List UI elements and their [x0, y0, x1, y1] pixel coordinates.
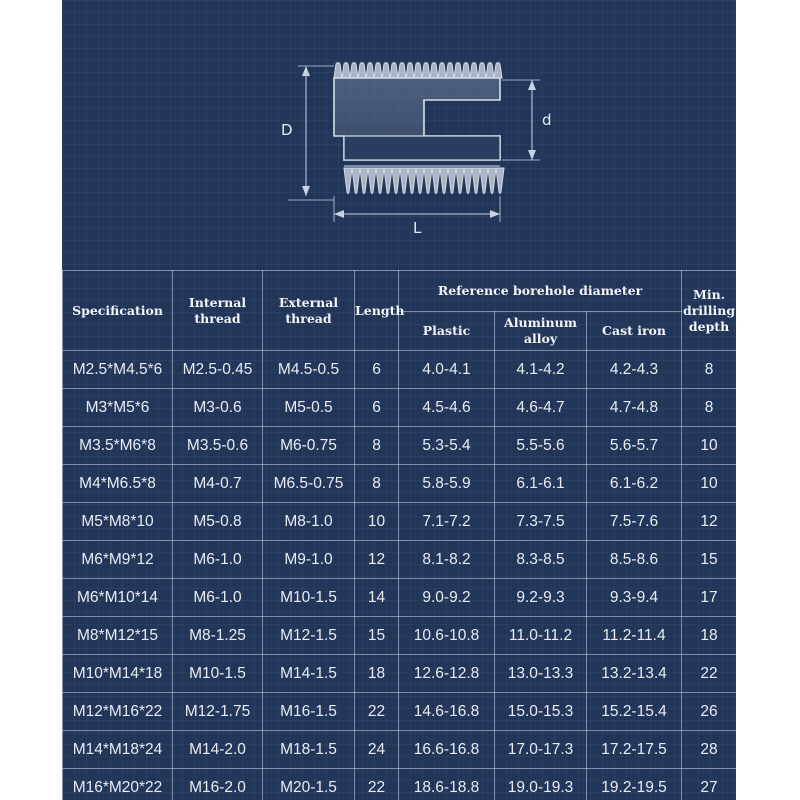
cell-external-thread: M16-1.5	[263, 693, 355, 731]
cell-internal-thread: M5-0.8	[173, 503, 263, 541]
table-row	[63, 389, 737, 427]
cell-aluminum-alloy: 7.3-7.5	[495, 503, 587, 541]
cell-aluminum-alloy: 19.0-19.3	[495, 769, 587, 800]
cell-aluminum-alloy: 6.1-6.1	[495, 465, 587, 503]
header-length: Length	[355, 271, 399, 351]
spec-sheet	[62, 0, 736, 800]
outer-thread-top	[334, 63, 502, 79]
cell-cast-iron: 7.5-7.6	[587, 503, 682, 541]
cell-min-drilling-depth: 17	[682, 579, 736, 617]
cell-aluminum-alloy: 4.6-4.7	[495, 389, 587, 427]
cell-length: 12	[355, 541, 399, 579]
cell-specification: M10*M14*18	[63, 655, 173, 693]
table-row	[63, 541, 737, 579]
cell-external-thread: M12-1.5	[263, 617, 355, 655]
cell-length: 6	[355, 351, 399, 389]
cell-min-drilling-depth: 12	[682, 503, 736, 541]
cell-aluminum-alloy: 4.1-4.2	[495, 351, 587, 389]
cell-length: 10	[355, 503, 399, 541]
cell-internal-thread: M16-2.0	[173, 769, 263, 800]
cell-specification: M6*M9*12	[63, 541, 173, 579]
cell-length: 15	[355, 617, 399, 655]
cell-cast-iron: 13.2-13.4	[587, 655, 682, 693]
header-aluminum-alloy: Aluminum alloy	[495, 312, 587, 351]
cell-internal-thread: M10-1.5	[173, 655, 263, 693]
table-row	[63, 769, 737, 800]
cell-length: 24	[355, 731, 399, 769]
cell-min-drilling-depth: 26	[682, 693, 736, 731]
cell-length: 22	[355, 769, 399, 800]
dimension-label-d: d	[542, 111, 552, 129]
cell-internal-thread: M2.5-0.45	[173, 351, 263, 389]
cell-cast-iron: 8.5-8.6	[587, 541, 682, 579]
table-row	[63, 617, 737, 655]
cell-length: 8	[355, 465, 399, 503]
cell-plastic: 4.0-4.1	[399, 351, 495, 389]
cell-specification: M16*M20*22	[63, 769, 173, 800]
header-min-drilling-depth: Min. drilling depth	[682, 271, 736, 351]
cell-internal-thread: M14-2.0	[173, 731, 263, 769]
cell-internal-thread: M3.5-0.6	[173, 427, 263, 465]
cell-specification: M2.5*M4.5*6	[63, 351, 173, 389]
cell-external-thread: M9-1.0	[263, 541, 355, 579]
cell-external-thread: M6-0.75	[263, 427, 355, 465]
threaded-insert-diagram	[62, 0, 736, 270]
inner-thread-bottom	[344, 166, 504, 194]
cell-length: 8	[355, 427, 399, 465]
inner-bore	[344, 136, 500, 160]
cell-specification: M3.5*M6*8	[63, 427, 173, 465]
dimension-label-D: D	[281, 121, 293, 139]
header-cast-iron: Cast iron	[587, 312, 682, 351]
cell-cast-iron: 4.7-4.8	[587, 389, 682, 427]
cell-plastic: 9.0-9.2	[399, 579, 495, 617]
cell-cast-iron: 17.2-17.5	[587, 731, 682, 769]
cell-plastic: 18.6-18.8	[399, 769, 495, 800]
cell-cast-iron: 9.3-9.4	[587, 579, 682, 617]
cell-specification: M12*M16*22	[63, 693, 173, 731]
table-row	[63, 427, 737, 465]
cell-external-thread: M18-1.5	[263, 731, 355, 769]
table-row	[63, 579, 737, 617]
cell-cast-iron: 11.2-11.4	[587, 617, 682, 655]
header-external-thread: External thread	[263, 271, 355, 351]
cell-length: 14	[355, 579, 399, 617]
cell-internal-thread: M3-0.6	[173, 389, 263, 427]
cell-cast-iron: 19.2-19.5	[587, 769, 682, 800]
cell-internal-thread: M12-1.75	[173, 693, 263, 731]
cell-aluminum-alloy: 9.2-9.3	[495, 579, 587, 617]
cell-external-thread: M20-1.5	[263, 769, 355, 800]
cell-cast-iron: 5.6-5.7	[587, 427, 682, 465]
cell-plastic: 12.6-12.8	[399, 655, 495, 693]
cell-plastic: 16.6-16.8	[399, 731, 495, 769]
cell-specification: M3*M5*6	[63, 389, 173, 427]
table-row	[63, 351, 737, 389]
header-specification: Specification	[63, 271, 173, 351]
cell-specification: M8*M12*15	[63, 617, 173, 655]
cell-specification: M5*M8*10	[63, 503, 173, 541]
header-plastic: Plastic	[399, 312, 495, 351]
cell-internal-thread: M6-1.0	[173, 579, 263, 617]
cell-min-drilling-depth: 27	[682, 769, 736, 800]
cell-cast-iron: 6.1-6.2	[587, 465, 682, 503]
cell-aluminum-alloy: 8.3-8.5	[495, 541, 587, 579]
cell-external-thread: M8-1.0	[263, 503, 355, 541]
cell-internal-thread: M6-1.0	[173, 541, 263, 579]
cell-min-drilling-depth: 15	[682, 541, 736, 579]
specification-table	[62, 270, 736, 800]
cell-internal-thread: M8-1.25	[173, 617, 263, 655]
cell-min-drilling-depth: 28	[682, 731, 736, 769]
cell-external-thread: M5-0.5	[263, 389, 355, 427]
table-row	[63, 693, 737, 731]
dimension-label-L: L	[413, 219, 422, 237]
cell-aluminum-alloy: 17.0-17.3	[495, 731, 587, 769]
cell-plastic: 8.1-8.2	[399, 541, 495, 579]
insert-drawing	[62, 0, 736, 270]
cell-internal-thread: M4-0.7	[173, 465, 263, 503]
cell-specification: M6*M10*14	[63, 579, 173, 617]
cell-min-drilling-depth: 22	[682, 655, 736, 693]
cell-length: 6	[355, 389, 399, 427]
cell-min-drilling-depth: 18	[682, 617, 736, 655]
table-row	[63, 655, 737, 693]
cell-plastic: 4.5-4.6	[399, 389, 495, 427]
cell-specification: M4*M6.5*8	[63, 465, 173, 503]
cell-length: 22	[355, 693, 399, 731]
cell-aluminum-alloy: 13.0-13.3	[495, 655, 587, 693]
cell-external-thread: M4.5-0.5	[263, 351, 355, 389]
cell-plastic: 10.6-10.8	[399, 617, 495, 655]
cell-external-thread: M10-1.5	[263, 579, 355, 617]
table-body	[63, 351, 737, 800]
cell-aluminum-alloy: 11.0-11.2	[495, 617, 587, 655]
cell-cast-iron: 15.2-15.4	[587, 693, 682, 731]
cell-plastic: 5.8-5.9	[399, 465, 495, 503]
cell-specification: M14*M18*24	[63, 731, 173, 769]
cell-min-drilling-depth: 8	[682, 389, 736, 427]
cell-plastic: 14.6-16.8	[399, 693, 495, 731]
table-row	[63, 731, 737, 769]
cell-aluminum-alloy: 15.0-15.3	[495, 693, 587, 731]
cell-plastic: 7.1-7.2	[399, 503, 495, 541]
table-row	[63, 465, 737, 503]
table-row	[63, 503, 737, 541]
cell-aluminum-alloy: 5.5-5.6	[495, 427, 587, 465]
cell-length: 18	[355, 655, 399, 693]
cell-plastic: 5.3-5.4	[399, 427, 495, 465]
header-internal-thread: Internal thread	[173, 271, 263, 351]
cell-cast-iron: 4.2-4.3	[587, 351, 682, 389]
cell-min-drilling-depth: 10	[682, 427, 736, 465]
cell-external-thread: M14-1.5	[263, 655, 355, 693]
header-reference-borehole-diameter: Reference borehole diameter	[399, 271, 682, 312]
cell-min-drilling-depth: 8	[682, 351, 736, 389]
cell-external-thread: M6.5-0.75	[263, 465, 355, 503]
cell-min-drilling-depth: 10	[682, 465, 736, 503]
